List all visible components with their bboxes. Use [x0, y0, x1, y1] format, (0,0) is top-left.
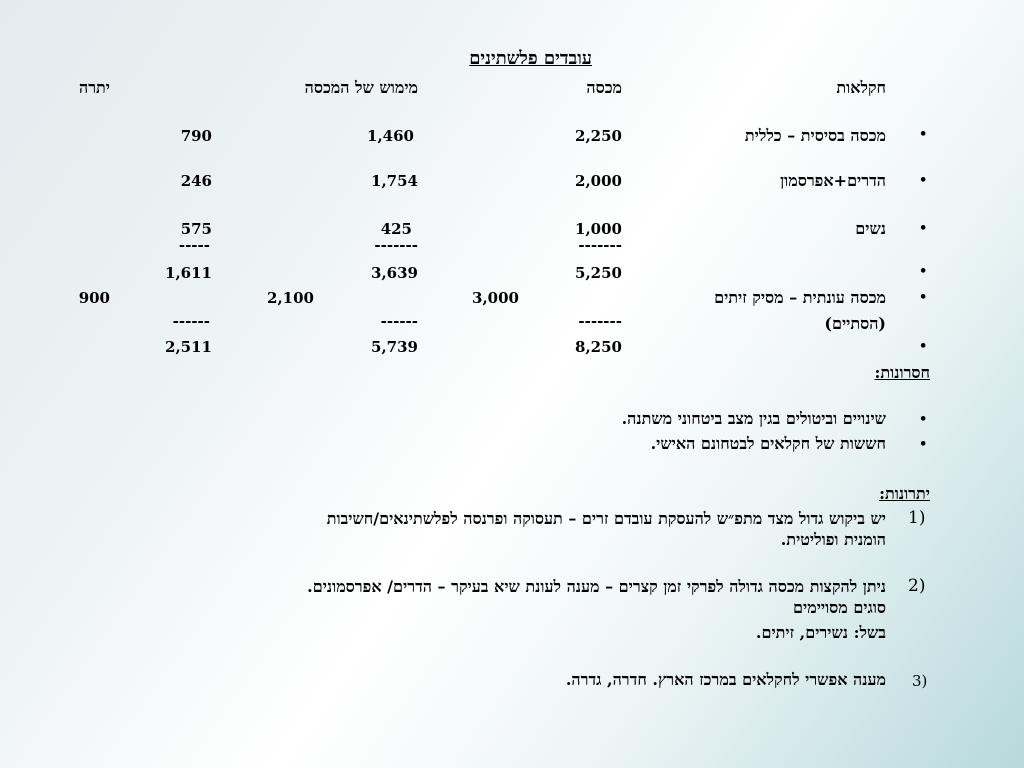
bullet: • — [919, 127, 928, 142]
advantage-item-continued: סוגים מסויימים — [793, 598, 886, 617]
header-agriculture: חקלאות — [836, 78, 886, 97]
subtotal-quota: 5,250 — [575, 264, 622, 282]
separator-dashes: ------- — [578, 312, 622, 330]
row-usage: 425 — [380, 220, 412, 238]
header-balance: יתרה — [78, 78, 110, 97]
separator-dashes: ----- — [178, 236, 210, 254]
seasonal-balance: 900 — [78, 289, 110, 307]
header-quota: מכסה — [586, 78, 622, 97]
advantage-item: יש ביקוש גדול מצד מתפ״ש להעסקת עובדם זרים – תעסוקה ופרנסה לפלשתינאים/חשיבות — [326, 509, 886, 528]
disadvantages-heading: חסרונות: — [874, 363, 930, 382]
row-balance: 790 — [180, 127, 212, 145]
advantage-item: ניתן להקצות מכסה גדולה לפרקי זמן קצרים – מענה לעונת שיא בעיקר – הדרים/ אפרסמונים. — [307, 577, 886, 596]
separator-dashes: ------- — [578, 236, 622, 254]
row-label: מכסה בסיסית – כללית — [744, 126, 886, 145]
advantage-number: 1) — [908, 508, 926, 528]
total-quota: 8,250 — [575, 338, 622, 356]
bullet: • — [919, 264, 928, 279]
separator-dashes: ------ — [380, 312, 418, 330]
row-usage: 1,460 — [367, 127, 414, 145]
row-quota: 1,000 — [575, 220, 622, 238]
seasonal-usage: 2,100 — [267, 289, 314, 307]
seasonal-label: מכסה עונתית – מסיק זיתים — [714, 288, 886, 307]
disadvantage-item: חששות של חקלאים לבטחונם האישי. — [650, 434, 886, 453]
row-quota: 2,000 — [575, 172, 622, 190]
bullet: • — [919, 339, 928, 354]
advantages-heading: יתרונות: — [879, 484, 930, 503]
advantage-item-continued: בשל: נשירים, זיתים. — [755, 623, 886, 642]
bullet: • — [919, 412, 928, 427]
bullet: • — [919, 221, 928, 236]
row-balance: 575 — [180, 220, 212, 238]
row-balance: 246 — [180, 172, 212, 190]
advantage-item: מענה אפשרי לחקלאים במרכז הארץ. חדרה, גדרה. — [565, 670, 886, 689]
total-balance: 2,511 — [165, 338, 212, 356]
advantage-number: 3) — [912, 672, 928, 690]
seasonal-quota: 3,000 — [472, 289, 519, 307]
row-label: נשים — [855, 219, 886, 238]
row-label: הדרים+אפרסמון — [780, 171, 886, 190]
separator-dashes: ------ — [172, 312, 210, 330]
total-usage: 5,739 — [371, 338, 418, 356]
subtotal-usage: 3,639 — [371, 264, 418, 282]
bullet: • — [919, 290, 928, 305]
disadvantage-item: שינויים וביטולים בגין מצב ביטחוני משתנה. — [621, 409, 886, 428]
bullet: • — [919, 437, 928, 452]
advantage-number: 2) — [908, 576, 926, 596]
row-quota: 2,250 — [575, 127, 622, 145]
page-title: עובדים פלשתינים — [469, 48, 592, 69]
advantage-item-continued: הומנית ופוליטית. — [780, 530, 886, 549]
subtotal-balance: 1,611 — [165, 264, 212, 282]
row-usage: 1,754 — [371, 172, 418, 190]
seasonal-label-note: (הסתיים) — [824, 314, 886, 333]
separator-dashes: ------- — [374, 236, 418, 254]
header-usage: מימוש של המכסה — [304, 78, 418, 97]
bullet: • — [919, 173, 928, 188]
